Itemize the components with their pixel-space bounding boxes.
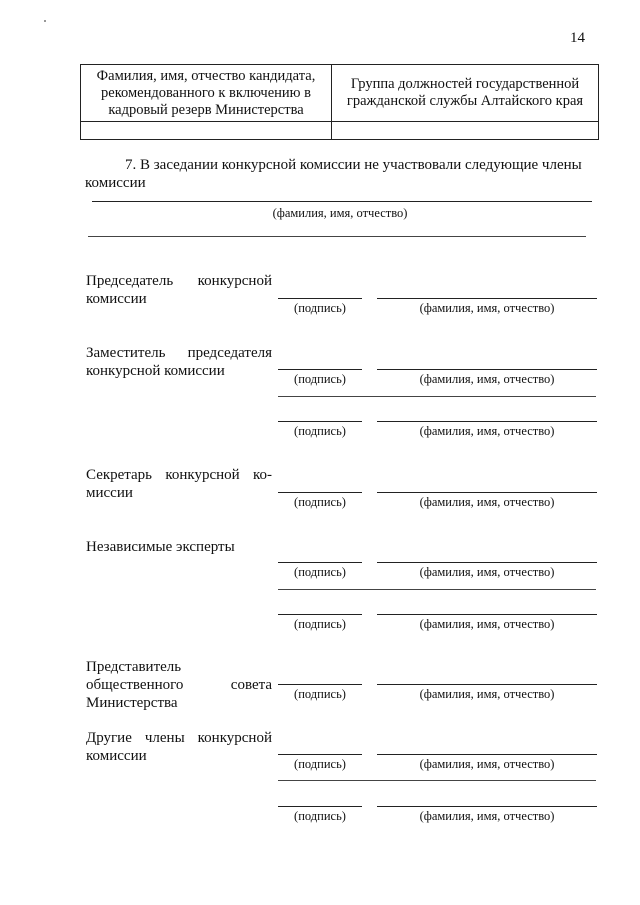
table-header-candidate: Фамилия, имя, отчество кандидата, рекомендованного к включению в кадровый резерв Министерства <box>81 65 332 122</box>
role-public-council: Представитель общественного совета Министерства <box>86 659 272 711</box>
fio-line <box>377 684 597 685</box>
signature-caption: (подпись) <box>294 617 346 631</box>
signature-line <box>278 806 362 807</box>
role-experts: Независимые эксперты <box>86 539 235 555</box>
signature-line <box>278 369 362 370</box>
fio-line <box>377 421 597 422</box>
scan-speck <box>44 20 46 22</box>
fio-caption: (фамилия, имя, отчество) <box>419 809 555 823</box>
signature-caption: (подпись) <box>294 757 346 771</box>
divider-line <box>278 589 596 590</box>
fio-caption: (фамилия, имя, отчество) <box>419 687 555 701</box>
signature-line <box>278 614 362 615</box>
role-deputy: Заместитель председателя конкурсной комиссии <box>86 345 272 379</box>
role-secretary: Секретарь конкурсной ко-миссии <box>86 467 272 501</box>
fio-caption: (фамилия, имя, отчество) <box>419 424 555 438</box>
fio-line <box>377 369 597 370</box>
fio-caption: (фамилия, имя, отчество) <box>419 565 555 579</box>
divider-line <box>278 780 596 781</box>
signature-line <box>278 754 362 755</box>
fio-line <box>377 562 597 563</box>
signature-caption: (подпись) <box>294 565 346 579</box>
fio-caption: (фамилия, имя, отчество) <box>419 757 555 771</box>
divider-line <box>278 396 596 397</box>
table-header-position-group: Группа должностей государственной гражданской службы Алтайского края <box>332 65 599 122</box>
signature-caption: (подпись) <box>294 687 346 701</box>
signature-line <box>278 421 362 422</box>
fio-caption: (фамилия, имя, отчество) <box>419 301 555 315</box>
absent-members-line-2 <box>88 236 586 237</box>
table-cell-empty <box>332 122 599 140</box>
page-number: 14 <box>570 30 585 46</box>
table-cell-empty <box>81 122 332 140</box>
signature-line <box>278 562 362 563</box>
absent-members-line <box>92 201 592 202</box>
signature-caption: (подпись) <box>294 301 346 315</box>
fio-caption: (фамилия, имя, отчество) <box>419 372 555 386</box>
signature-line <box>278 298 362 299</box>
signature-line <box>278 684 362 685</box>
fio-line <box>377 298 597 299</box>
absent-members-caption: (фамилия, имя, отчество) <box>272 206 408 220</box>
signature-caption: (подпись) <box>294 495 346 509</box>
fio-line <box>377 806 597 807</box>
role-chairman: Председатель конкурсной комиссии <box>86 273 272 307</box>
signature-caption: (подпись) <box>294 424 346 438</box>
section-7-text: 7. В заседании конкурсной комиссии не участвовали следующие члены комиссии <box>85 157 582 191</box>
signature-caption: (подпись) <box>294 372 346 386</box>
signature-caption: (подпись) <box>294 809 346 823</box>
fio-line <box>377 754 597 755</box>
signature-line <box>278 492 362 493</box>
fio-caption: (фамилия, имя, отчество) <box>419 495 555 509</box>
fio-line <box>377 492 597 493</box>
reserve-table <box>80 64 599 140</box>
fio-caption: (фамилия, имя, отчество) <box>419 617 555 631</box>
role-other-members: Другие члены конкурсной комиссии <box>86 730 272 764</box>
fio-line <box>377 614 597 615</box>
